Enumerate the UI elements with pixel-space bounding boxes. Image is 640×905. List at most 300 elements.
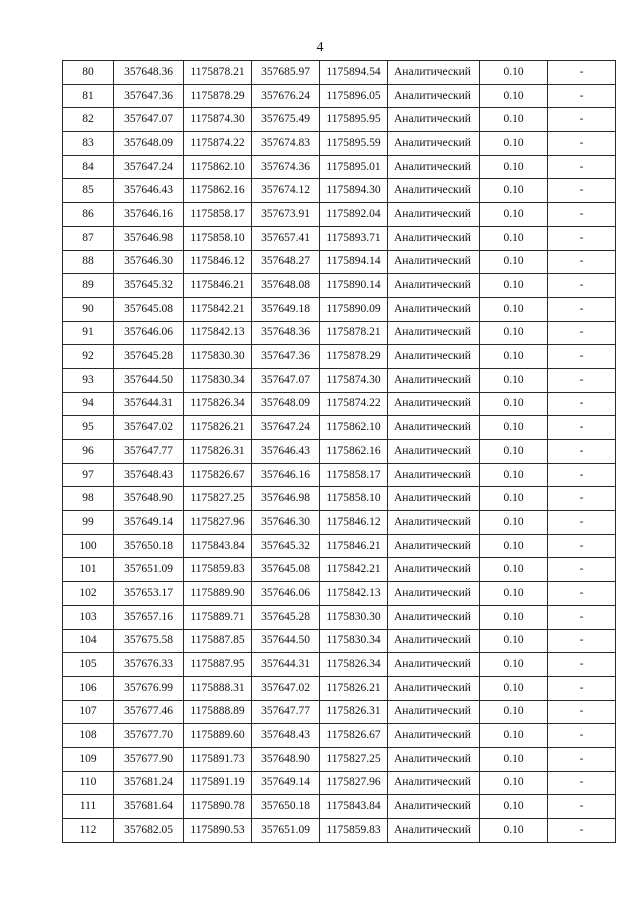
- table-row: [63, 747, 616, 771]
- x-old-cell: 357677.90: [114, 747, 184, 771]
- point-number-cell: 98: [63, 487, 114, 511]
- y-new-cell: 1175892.04: [320, 203, 388, 227]
- description-cell: -: [548, 534, 616, 558]
- table-row: [63, 700, 616, 724]
- x-new-cell: 357646.06: [252, 582, 320, 606]
- description-cell: -: [548, 795, 616, 819]
- x-old-cell: 357653.17: [114, 582, 184, 606]
- table-row: [63, 487, 616, 511]
- description-cell: -: [548, 179, 616, 203]
- method-cell: Аналитический: [388, 487, 480, 511]
- y-new-cell: 1175859.83: [320, 819, 388, 843]
- x-new-cell: 357674.83: [252, 132, 320, 156]
- description-cell: -: [548, 226, 616, 250]
- accuracy-cell: 0.10: [480, 226, 548, 250]
- point-number-cell: 105: [63, 653, 114, 677]
- accuracy-cell: 0.10: [480, 534, 548, 558]
- y-old-cell: 1175830.34: [184, 368, 252, 392]
- y-old-cell: 1175862.10: [184, 155, 252, 179]
- y-new-cell: 1175843.84: [320, 795, 388, 819]
- accuracy-cell: 0.10: [480, 795, 548, 819]
- y-old-cell: 1175826.21: [184, 416, 252, 440]
- table-row: [63, 392, 616, 416]
- x-new-cell: 357647.77: [252, 700, 320, 724]
- method-cell: Аналитический: [388, 321, 480, 345]
- method-cell: Аналитический: [388, 700, 480, 724]
- point-number-cell: 91: [63, 321, 114, 345]
- point-number-cell: 107: [63, 700, 114, 724]
- x-old-cell: 357676.99: [114, 676, 184, 700]
- point-number-cell: 90: [63, 297, 114, 321]
- method-cell: Аналитический: [388, 771, 480, 795]
- method-cell: Аналитический: [388, 250, 480, 274]
- x-new-cell: 357646.43: [252, 440, 320, 464]
- accuracy-cell: 0.10: [480, 653, 548, 677]
- method-cell: Аналитический: [388, 653, 480, 677]
- y-old-cell: 1175827.25: [184, 487, 252, 511]
- accuracy-cell: 0.10: [480, 487, 548, 511]
- point-number-cell: 101: [63, 558, 114, 582]
- accuracy-cell: 0.10: [480, 511, 548, 535]
- point-number-cell: 108: [63, 724, 114, 748]
- x-old-cell: 357647.07: [114, 108, 184, 132]
- y-new-cell: 1175827.96: [320, 771, 388, 795]
- x-old-cell: 357645.28: [114, 345, 184, 369]
- x-new-cell: 357673.91: [252, 203, 320, 227]
- table-row: [63, 297, 616, 321]
- table-row: [63, 819, 616, 843]
- method-cell: Аналитический: [388, 629, 480, 653]
- table-body: [63, 61, 616, 843]
- description-cell: -: [548, 582, 616, 606]
- y-old-cell: 1175889.90: [184, 582, 252, 606]
- accuracy-cell: 0.10: [480, 179, 548, 203]
- y-new-cell: 1175874.30: [320, 368, 388, 392]
- y-old-cell: 1175827.96: [184, 511, 252, 535]
- y-old-cell: 1175890.78: [184, 795, 252, 819]
- y-new-cell: 1175874.22: [320, 392, 388, 416]
- x-old-cell: 357648.09: [114, 132, 184, 156]
- x-new-cell: 357645.32: [252, 534, 320, 558]
- x-new-cell: 357648.08: [252, 274, 320, 298]
- y-old-cell: 1175890.53: [184, 819, 252, 843]
- description-cell: -: [548, 558, 616, 582]
- x-old-cell: 357644.50: [114, 368, 184, 392]
- accuracy-cell: 0.10: [480, 368, 548, 392]
- description-cell: -: [548, 132, 616, 156]
- y-old-cell: 1175887.95: [184, 653, 252, 677]
- description-cell: -: [548, 653, 616, 677]
- x-new-cell: 357674.12: [252, 179, 320, 203]
- accuracy-cell: 0.10: [480, 724, 548, 748]
- accuracy-cell: 0.10: [480, 819, 548, 843]
- point-number-cell: 99: [63, 511, 114, 535]
- table-row: [63, 440, 616, 464]
- table-row: [63, 226, 616, 250]
- method-cell: Аналитический: [388, 819, 480, 843]
- x-new-cell: 357675.49: [252, 108, 320, 132]
- description-cell: -: [548, 605, 616, 629]
- description-cell: -: [548, 250, 616, 274]
- y-new-cell: 1175878.21: [320, 321, 388, 345]
- y-new-cell: 1175890.14: [320, 274, 388, 298]
- x-new-cell: 357674.36: [252, 155, 320, 179]
- table-row: [63, 250, 616, 274]
- x-old-cell: 357648.43: [114, 463, 184, 487]
- point-number-cell: 83: [63, 132, 114, 156]
- x-old-cell: 357644.31: [114, 392, 184, 416]
- accuracy-cell: 0.10: [480, 558, 548, 582]
- table-row: [63, 463, 616, 487]
- accuracy-cell: 0.10: [480, 108, 548, 132]
- table-row: [63, 558, 616, 582]
- x-new-cell: 357648.27: [252, 250, 320, 274]
- description-cell: -: [548, 203, 616, 227]
- method-cell: Аналитический: [388, 724, 480, 748]
- table-row: [63, 416, 616, 440]
- method-cell: Аналитический: [388, 179, 480, 203]
- point-number-cell: 81: [63, 84, 114, 108]
- x-old-cell: 357646.16: [114, 203, 184, 227]
- method-cell: Аналитический: [388, 61, 480, 85]
- table-row: [63, 676, 616, 700]
- y-new-cell: 1175895.59: [320, 132, 388, 156]
- x-old-cell: 357681.24: [114, 771, 184, 795]
- method-cell: Аналитический: [388, 274, 480, 298]
- method-cell: Аналитический: [388, 440, 480, 464]
- y-new-cell: 1175878.29: [320, 345, 388, 369]
- y-old-cell: 1175891.73: [184, 747, 252, 771]
- y-new-cell: 1175858.17: [320, 463, 388, 487]
- description-cell: -: [548, 440, 616, 464]
- y-new-cell: 1175894.14: [320, 250, 388, 274]
- accuracy-cell: 0.10: [480, 676, 548, 700]
- x-old-cell: 357681.64: [114, 795, 184, 819]
- accuracy-cell: 0.10: [480, 203, 548, 227]
- y-old-cell: 1175830.30: [184, 345, 252, 369]
- table-row: [63, 179, 616, 203]
- x-old-cell: 357677.70: [114, 724, 184, 748]
- x-new-cell: 357645.08: [252, 558, 320, 582]
- x-old-cell: 357646.06: [114, 321, 184, 345]
- table-row: [63, 203, 616, 227]
- y-new-cell: 1175858.10: [320, 487, 388, 511]
- y-new-cell: 1175826.34: [320, 653, 388, 677]
- description-cell: -: [548, 416, 616, 440]
- description-cell: -: [548, 274, 616, 298]
- x-old-cell: 357657.16: [114, 605, 184, 629]
- method-cell: Аналитический: [388, 463, 480, 487]
- method-cell: Аналитический: [388, 511, 480, 535]
- accuracy-cell: 0.10: [480, 463, 548, 487]
- description-cell: -: [548, 676, 616, 700]
- point-number-cell: 85: [63, 179, 114, 203]
- y-new-cell: 1175862.16: [320, 440, 388, 464]
- x-new-cell: 357648.90: [252, 747, 320, 771]
- method-cell: Аналитический: [388, 297, 480, 321]
- x-old-cell: 357645.08: [114, 297, 184, 321]
- description-cell: -: [548, 392, 616, 416]
- y-old-cell: 1175846.12: [184, 250, 252, 274]
- method-cell: Аналитический: [388, 534, 480, 558]
- accuracy-cell: 0.10: [480, 605, 548, 629]
- y-old-cell: 1175846.21: [184, 274, 252, 298]
- x-new-cell: 357648.09: [252, 392, 320, 416]
- point-number-cell: 104: [63, 629, 114, 653]
- x-old-cell: 357647.77: [114, 440, 184, 464]
- accuracy-cell: 0.10: [480, 132, 548, 156]
- y-old-cell: 1175888.89: [184, 700, 252, 724]
- method-cell: Аналитический: [388, 132, 480, 156]
- description-cell: -: [548, 297, 616, 321]
- y-new-cell: 1175894.54: [320, 61, 388, 85]
- point-number-cell: 89: [63, 274, 114, 298]
- x-new-cell: 357676.24: [252, 84, 320, 108]
- description-cell: -: [548, 84, 616, 108]
- y-new-cell: 1175842.21: [320, 558, 388, 582]
- point-number-cell: 82: [63, 108, 114, 132]
- x-old-cell: 357682.05: [114, 819, 184, 843]
- y-new-cell: 1175895.95: [320, 108, 388, 132]
- table-row: [63, 108, 616, 132]
- x-old-cell: 357646.30: [114, 250, 184, 274]
- description-cell: -: [548, 747, 616, 771]
- x-new-cell: 357648.36: [252, 321, 320, 345]
- x-new-cell: 357644.50: [252, 629, 320, 653]
- y-old-cell: 1175826.67: [184, 463, 252, 487]
- table-row: [63, 771, 616, 795]
- description-cell: -: [548, 108, 616, 132]
- method-cell: Аналитический: [388, 345, 480, 369]
- method-cell: Аналитический: [388, 155, 480, 179]
- description-cell: -: [548, 345, 616, 369]
- y-new-cell: 1175842.13: [320, 582, 388, 606]
- y-old-cell: 1175891.19: [184, 771, 252, 795]
- point-number-cell: 80: [63, 61, 114, 85]
- table-row: [63, 132, 616, 156]
- x-new-cell: 357647.24: [252, 416, 320, 440]
- accuracy-cell: 0.10: [480, 61, 548, 85]
- point-number-cell: 111: [63, 795, 114, 819]
- table-row: [63, 345, 616, 369]
- point-number-cell: 109: [63, 747, 114, 771]
- accuracy-cell: 0.10: [480, 321, 548, 345]
- accuracy-cell: 0.10: [480, 416, 548, 440]
- method-cell: Аналитический: [388, 108, 480, 132]
- x-old-cell: 357647.02: [114, 416, 184, 440]
- accuracy-cell: 0.10: [480, 84, 548, 108]
- accuracy-cell: 0.10: [480, 392, 548, 416]
- description-cell: -: [548, 724, 616, 748]
- point-number-cell: 97: [63, 463, 114, 487]
- point-number-cell: 87: [63, 226, 114, 250]
- y-old-cell: 1175826.34: [184, 392, 252, 416]
- method-cell: Аналитический: [388, 368, 480, 392]
- y-new-cell: 1175830.34: [320, 629, 388, 653]
- table-row: [63, 653, 616, 677]
- y-new-cell: 1175890.09: [320, 297, 388, 321]
- coordinates-table: [62, 60, 616, 843]
- description-cell: -: [548, 629, 616, 653]
- y-new-cell: 1175894.30: [320, 179, 388, 203]
- point-number-cell: 110: [63, 771, 114, 795]
- y-old-cell: 1175862.16: [184, 179, 252, 203]
- point-number-cell: 95: [63, 416, 114, 440]
- x-new-cell: 357645.28: [252, 605, 320, 629]
- y-old-cell: 1175889.71: [184, 605, 252, 629]
- x-old-cell: 357676.33: [114, 653, 184, 677]
- description-cell: -: [548, 61, 616, 85]
- table-row: [63, 84, 616, 108]
- y-old-cell: 1175889.60: [184, 724, 252, 748]
- method-cell: Аналитический: [388, 392, 480, 416]
- x-new-cell: 357646.16: [252, 463, 320, 487]
- x-new-cell: 357650.18: [252, 795, 320, 819]
- x-new-cell: 357644.31: [252, 653, 320, 677]
- table-row: [63, 274, 616, 298]
- point-number-cell: 112: [63, 819, 114, 843]
- point-number-cell: 102: [63, 582, 114, 606]
- method-cell: Аналитический: [388, 226, 480, 250]
- method-cell: Аналитический: [388, 582, 480, 606]
- method-cell: Аналитический: [388, 203, 480, 227]
- y-old-cell: 1175874.22: [184, 132, 252, 156]
- y-old-cell: 1175878.21: [184, 61, 252, 85]
- y-new-cell: 1175896.05: [320, 84, 388, 108]
- accuracy-cell: 0.10: [480, 629, 548, 653]
- table-row: [63, 795, 616, 819]
- accuracy-cell: 0.10: [480, 771, 548, 795]
- table-row: [63, 605, 616, 629]
- x-new-cell: 357651.09: [252, 819, 320, 843]
- y-new-cell: 1175893.71: [320, 226, 388, 250]
- y-old-cell: 1175843.84: [184, 534, 252, 558]
- description-cell: -: [548, 368, 616, 392]
- accuracy-cell: 0.10: [480, 747, 548, 771]
- x-new-cell: 357648.43: [252, 724, 320, 748]
- description-cell: -: [548, 700, 616, 724]
- y-old-cell: 1175858.10: [184, 226, 252, 250]
- point-number-cell: 96: [63, 440, 114, 464]
- method-cell: Аналитический: [388, 676, 480, 700]
- y-new-cell: 1175826.21: [320, 676, 388, 700]
- x-old-cell: 357646.43: [114, 179, 184, 203]
- accuracy-cell: 0.10: [480, 250, 548, 274]
- x-old-cell: 357677.46: [114, 700, 184, 724]
- x-new-cell: 357647.07: [252, 368, 320, 392]
- y-new-cell: 1175830.30: [320, 605, 388, 629]
- x-old-cell: 357650.18: [114, 534, 184, 558]
- y-new-cell: 1175862.10: [320, 416, 388, 440]
- y-new-cell: 1175827.25: [320, 747, 388, 771]
- description-cell: -: [548, 155, 616, 179]
- point-number-cell: 93: [63, 368, 114, 392]
- y-old-cell: 1175842.21: [184, 297, 252, 321]
- x-new-cell: 357649.18: [252, 297, 320, 321]
- x-new-cell: 357657.41: [252, 226, 320, 250]
- accuracy-cell: 0.10: [480, 297, 548, 321]
- table-row: [63, 534, 616, 558]
- method-cell: Аналитический: [388, 795, 480, 819]
- accuracy-cell: 0.10: [480, 274, 548, 298]
- x-old-cell: 357649.14: [114, 511, 184, 535]
- description-cell: -: [548, 771, 616, 795]
- page-number: 4: [316, 40, 324, 55]
- point-number-cell: 106: [63, 676, 114, 700]
- y-old-cell: 1175887.85: [184, 629, 252, 653]
- accuracy-cell: 0.10: [480, 582, 548, 606]
- method-cell: Аналитический: [388, 747, 480, 771]
- method-cell: Аналитический: [388, 558, 480, 582]
- y-old-cell: 1175858.17: [184, 203, 252, 227]
- y-new-cell: 1175846.21: [320, 534, 388, 558]
- accuracy-cell: 0.10: [480, 155, 548, 179]
- x-old-cell: 357648.36: [114, 61, 184, 85]
- accuracy-cell: 0.10: [480, 440, 548, 464]
- table-row: [63, 155, 616, 179]
- point-number-cell: 92: [63, 345, 114, 369]
- y-new-cell: 1175826.67: [320, 724, 388, 748]
- y-old-cell: 1175874.30: [184, 108, 252, 132]
- y-old-cell: 1175859.83: [184, 558, 252, 582]
- x-new-cell: 357649.14: [252, 771, 320, 795]
- y-new-cell: 1175895.01: [320, 155, 388, 179]
- description-cell: -: [548, 511, 616, 535]
- accuracy-cell: 0.10: [480, 345, 548, 369]
- x-new-cell: 357685.97: [252, 61, 320, 85]
- accuracy-cell: 0.10: [480, 700, 548, 724]
- point-number-cell: 100: [63, 534, 114, 558]
- x-old-cell: 357645.32: [114, 274, 184, 298]
- description-cell: -: [548, 321, 616, 345]
- table-row: [63, 321, 616, 345]
- x-old-cell: 357648.90: [114, 487, 184, 511]
- y-new-cell: 1175826.31: [320, 700, 388, 724]
- table-row: [63, 582, 616, 606]
- x-old-cell: 357651.09: [114, 558, 184, 582]
- point-number-cell: 103: [63, 605, 114, 629]
- description-cell: -: [548, 487, 616, 511]
- x-old-cell: 357647.24: [114, 155, 184, 179]
- description-cell: -: [548, 463, 616, 487]
- x-new-cell: 357646.30: [252, 511, 320, 535]
- method-cell: Аналитический: [388, 416, 480, 440]
- y-old-cell: 1175826.31: [184, 440, 252, 464]
- description-cell: -: [548, 819, 616, 843]
- y-new-cell: 1175846.12: [320, 511, 388, 535]
- table-row: [63, 368, 616, 392]
- y-old-cell: 1175878.29: [184, 84, 252, 108]
- point-number-cell: 86: [63, 203, 114, 227]
- y-old-cell: 1175842.13: [184, 321, 252, 345]
- table-row: [63, 629, 616, 653]
- x-new-cell: 357647.02: [252, 676, 320, 700]
- method-cell: Аналитический: [388, 605, 480, 629]
- x-new-cell: 357647.36: [252, 345, 320, 369]
- x-new-cell: 357646.98: [252, 487, 320, 511]
- point-number-cell: 84: [63, 155, 114, 179]
- y-old-cell: 1175888.31: [184, 676, 252, 700]
- point-number-cell: 94: [63, 392, 114, 416]
- method-cell: Аналитический: [388, 84, 480, 108]
- x-old-cell: 357647.36: [114, 84, 184, 108]
- table-row: [63, 724, 616, 748]
- point-number-cell: 88: [63, 250, 114, 274]
- table-row: [63, 61, 616, 85]
- x-old-cell: 357646.98: [114, 226, 184, 250]
- table-row: [63, 511, 616, 535]
- x-old-cell: 357675.58: [114, 629, 184, 653]
